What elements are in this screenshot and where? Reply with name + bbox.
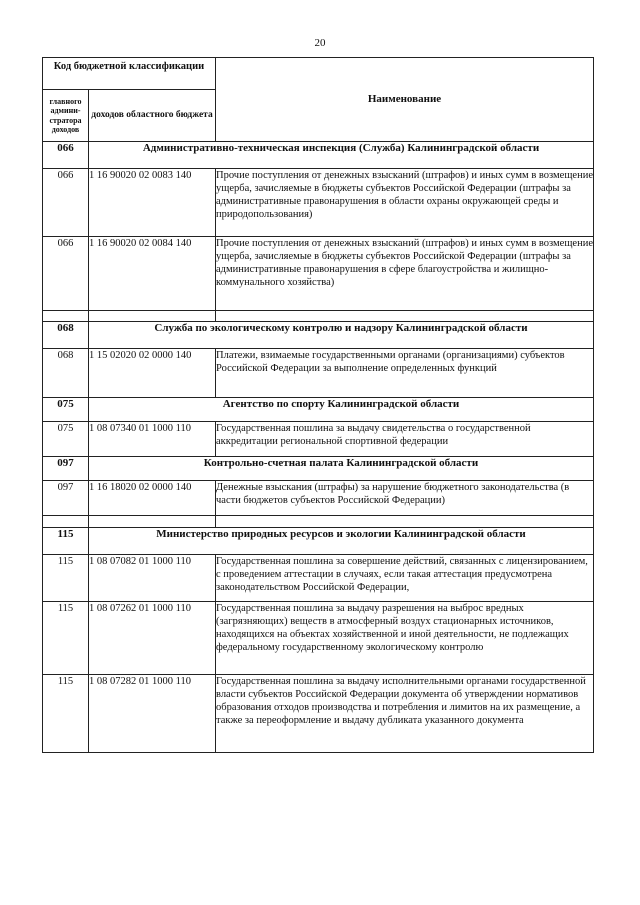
section-title: Административно-техническая инспекция (Служба) Калининградской области bbox=[89, 142, 594, 169]
header-code-group: Код бюджетной классификации bbox=[43, 58, 216, 90]
section-code: 115 bbox=[43, 528, 89, 555]
table-row bbox=[43, 675, 594, 753]
section-title: Контрольно-счетная палата Калининградской области bbox=[89, 457, 594, 481]
table-row bbox=[43, 481, 594, 516]
section-code: 075 bbox=[43, 398, 89, 422]
table-row bbox=[43, 169, 594, 237]
section-title: Агентство по спорту Калининградской области bbox=[89, 398, 594, 422]
kbk-code: 1 08 07082 01 1000 110 bbox=[89, 555, 216, 602]
section-header-row bbox=[43, 528, 594, 555]
kbk-code: 1 08 07262 01 1000 110 bbox=[89, 602, 216, 675]
admin-code: 075 bbox=[43, 422, 89, 457]
section-code: 068 bbox=[43, 322, 89, 349]
item-name: Прочие поступления от денежных взысканий (штрафов) и иных сумм в возмещение ущерба, зачисляемые в бюджеты субъектов Российской Федерации (штрафы за административные правонарушения в сфере благоустройства и жилищно-коммунального хозяйства) bbox=[216, 237, 594, 311]
admin-code: 115 bbox=[43, 602, 89, 675]
kbk-code: 1 15 02020 02 0000 140 bbox=[89, 349, 216, 398]
section-title: Служба по экологическому контролю и надзору Калининградской области bbox=[89, 322, 594, 349]
header-admin: главного админи-стратора доходов bbox=[43, 90, 89, 142]
table-row bbox=[43, 555, 594, 602]
item-name: Государственная пошлина за совершение действий, связанных с лицензированием, с проведением аттестации в случаях, если такая аттестация предусмотрена законодательством Российской Федерации, bbox=[216, 555, 594, 602]
section-code: 097 bbox=[43, 457, 89, 481]
admin-code: 115 bbox=[43, 675, 89, 753]
kbk-code: 1 16 90020 02 0083 140 bbox=[89, 169, 216, 237]
section-header-row bbox=[43, 398, 594, 422]
table-row bbox=[43, 237, 594, 311]
header-name: Наименование bbox=[216, 58, 594, 142]
budget-classification-table bbox=[42, 57, 594, 753]
section-header-row bbox=[43, 457, 594, 481]
table-row bbox=[43, 349, 594, 398]
header-income: доходов областного бюджета bbox=[89, 90, 216, 142]
item-name: Государственная пошлина за выдачу разрешения на выброс вредных (загрязняющих) веществ в атмосферный воздух стационарных источников, находящихся на объектах хозяйственной и иной деятельности, не подлежащих федеральному государственному экологическому контролю bbox=[216, 602, 594, 675]
item-name: Денежные взыскания (штрафы) за нарушение бюджетного законодательства (в части бюджетов субъектов Российской Федерации) bbox=[216, 481, 594, 516]
section-code: 066 bbox=[43, 142, 89, 169]
item-name: Государственная пошлина за выдачу исполнительными органами государственной власти субъектов Российской Федерации документа об утверждении нормативов образования отходов производства и потребления и лимитов на их размещение, а также за переоформление и выдачу дубликата указанного документа bbox=[216, 675, 594, 753]
admin-code: 066 bbox=[43, 237, 89, 311]
kbk-code: 1 16 18020 02 0000 140 bbox=[89, 481, 216, 516]
table-row bbox=[43, 422, 594, 457]
admin-code: 097 bbox=[43, 481, 89, 516]
admin-code: 066 bbox=[43, 169, 89, 237]
admin-code: 115 bbox=[43, 555, 89, 602]
table-row bbox=[43, 602, 594, 675]
item-name: Государственная пошлина за выдачу свидетельства о государственной аккредитации региональной спортивной федерации bbox=[216, 422, 594, 457]
kbk-code: 1 16 90020 02 0084 140 bbox=[89, 237, 216, 311]
section-title: Министерство природных ресурсов и экологии Калининградской области bbox=[89, 528, 594, 555]
page-number: 20 bbox=[314, 37, 326, 49]
section-header-row bbox=[43, 322, 594, 349]
item-name: Прочие поступления от денежных взысканий (штрафов) и иных сумм в возмещение ущерба, зачисляемые в бюджеты субъектов Российской Федерации (штрафы за административные правонарушения в области охраны окружающей среды и природопользования) bbox=[216, 169, 594, 237]
kbk-code: 1 08 07340 01 1000 110 bbox=[89, 422, 216, 457]
section-header-row bbox=[43, 142, 594, 169]
admin-code: 068 bbox=[43, 349, 89, 398]
item-name: Платежи, взимаемые государственными органами (организациями) субъектов Российской Федерации за выполнение определенных функций bbox=[216, 349, 594, 398]
kbk-code: 1 08 07282 01 1000 110 bbox=[89, 675, 216, 753]
